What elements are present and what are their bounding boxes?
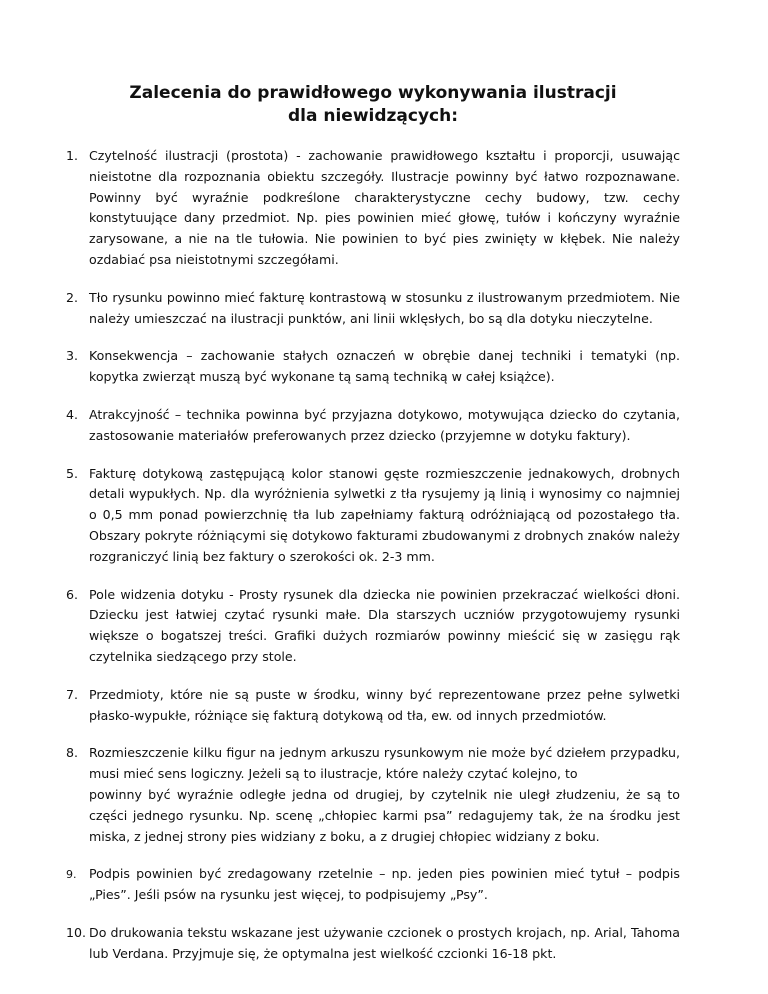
- item-number: 6.: [66, 586, 79, 602]
- list-item: [66, 346, 680, 388]
- item-text: Czytelność ilustracji (prostota) - zachowanie prawidłowego kształtu i proporcji, usuwając nieistotne dla rozpoznania obiektu szczegóły. Ilustracje powinny być łatwo rozpoznawane. Powinny być wyraźnie podkreślone charakterystyczne cechy budowy, tzw. cechy konstytuujące dany przedmiot. Np. pies powinien mieć głowę, tułów i kończyny wyraźnie zarysowane, a nie na tle tułowia. Nie powinien to być pies zwinięty w kłębek. Nie należy ozdabiać psa nieistotnymi szczegółami.: [89, 148, 680, 267]
- item-number: 3.: [66, 348, 79, 364]
- item-text: Do drukowania tekstu wskazane jest używanie czcionek o prostych krojach, np. Arial, Tahoma lub Verdana. Przyjmuje się, że optymalna jest wielkość czcionki 16-18 pkt.: [89, 924, 680, 961]
- item-number: 2.: [66, 289, 79, 305]
- item-number: 7.: [66, 686, 79, 702]
- item-text: Podpis powinien być zredagowany rzetelnie – np. jeden pies powinien mieć tytuł – podpis „Pies”. Jeśli psów na rysunku jest więcej, to podpisujemy „Psy”.: [89, 866, 680, 903]
- item-number: 9.: [66, 868, 77, 882]
- item-text: Fakturę dotykową zastępującą kolor stanowi gęste rozmieszczenie jednakowych, drobnych detali wypukłych. Np. dla wyróżnienia sylwetki z tła rysujemy ją linią i wynosimy co najmniej o 0,5 mm ponad powierzchnię tła lub zapełniamy fakturą odróżniającą od pozostałego tła. Obszary pokryte różniącymi się dotykowo fakturami zbudowanymi z drobnych znaków należy rozgraniczyć linią bez faktury o szerokości ok. 2-3 mm.: [89, 465, 680, 564]
- title-line-1: Zalecenia do prawidłowego wykonywania ilustracji: [129, 83, 617, 103]
- list-item: [66, 405, 680, 447]
- document-title: [66, 82, 680, 128]
- item-text: Pole widzenia dotyku - Prosty rysunek dla dziecka nie powinien przekraczać wielkości dłoni. Dziecku jest łatwiej czytać rysunki małe. Dla starszych uczniów przygotowujemy rysunki większe o bogatszej treści. Grafiki dużych rozmiarów powinny mieścić się w zasięgu rąk czytelnika siedzącego przy stole.: [89, 586, 680, 664]
- item-text-line-1: Rozmieszczenie kilku figur na jednym arkuszu rysunkowym nie może być dziełem przypadku, musi mieć sens logiczny. Jeżeli są to ilustracje, które należy czytać kolejno, to: [89, 745, 680, 782]
- item-number: 5.: [66, 465, 79, 481]
- item-text-line-2: powinny być wyraźnie odległe jedna od drugiej, by czytelnik nie uległ złudzeniu, że są to części jednego rysunku. Np. scenę „chłopiec karmi psa” redagujemy tak, że na środku jest miska, z jednej strony pies widziany z boku, a z drugiej chłopiec widziany z boku.: [89, 786, 680, 844]
- item-number: 4.: [66, 406, 79, 422]
- list-item: [66, 288, 680, 330]
- item-text: [89, 743, 680, 847]
- list-item: [66, 743, 680, 847]
- item-number: 8.: [66, 745, 79, 761]
- title-line-2: dla niewidzących:: [287, 106, 459, 126]
- item-text: Przedmioty, które nie są puste w środku, winny być reprezentowane przez pełne sylwetki płasko-wypukłe, różniące się fakturą dotykową od tła, ew. od innych przedmiotów.: [89, 686, 680, 723]
- item-number: 1.: [66, 148, 79, 163]
- recommendations-list: [66, 146, 680, 965]
- item-text: Atrakcyjność – technika powinna być przyjazna dotykowo, motywująca dziecko do czytania, zastosowanie materiałów preferowanych przez dziecko (przyjemne w dotyku faktury).: [89, 406, 680, 443]
- list-item: [66, 464, 680, 568]
- item-text: Konsekwencja – zachowanie stałych oznaczeń w obrębie danej techniki i tematyki (np. kopytka zwierząt muszą być wykonane tą samą techniką w całej książce).: [89, 348, 680, 385]
- item-number: 10.: [66, 924, 87, 940]
- list-item: [66, 685, 680, 727]
- item-text: Tło rysunku powinno mieć fakturę kontrastową w stosunku z ilustrowanym przedmiotem. Nie należy umieszczać na ilustracji punktów, ani linii wklęsłych, bo są dla dotyku nieczytelne.: [89, 289, 680, 326]
- list-item: [66, 585, 680, 668]
- list-item: [66, 923, 680, 965]
- list-item: [66, 146, 680, 271]
- list-item: [66, 864, 680, 906]
